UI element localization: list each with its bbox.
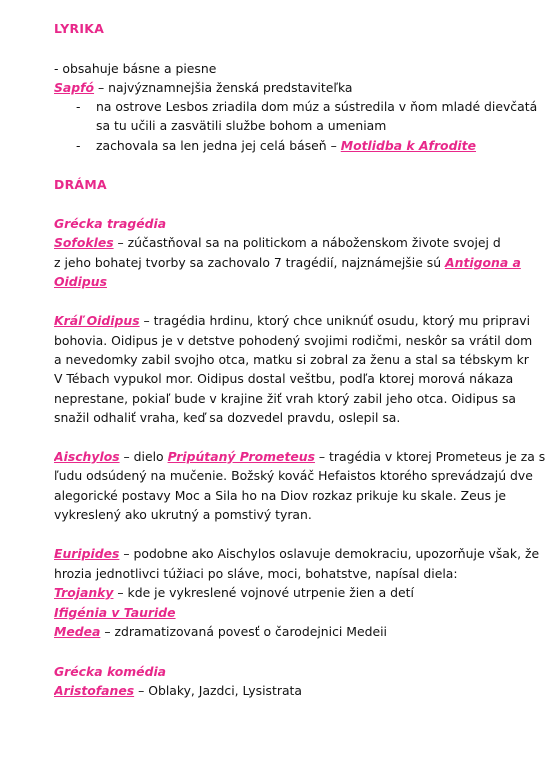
sapfo-link[interactable]: Sapfó xyxy=(54,80,95,95)
aischylos-link[interactable]: Aischylos xyxy=(54,449,120,464)
kral-line-5: neprestane, pokiaľ bude v krajine žiť vrah ktorý zabil jeho otca. Oidipus sa xyxy=(54,391,517,406)
prometeus-link[interactable]: Pripútaný Prometeus xyxy=(167,449,315,464)
euripides-link[interactable]: Euripides xyxy=(54,546,120,561)
antigona-link[interactable]: Antigona a xyxy=(445,255,521,270)
lyrika-intro: - obsahuje básne a piesne xyxy=(54,61,217,76)
euripides-line-2: hrozia jednotlivci túžiaci po sláve, moci, bohatstve, napísal diela: xyxy=(54,566,458,581)
sapfo-bullet-2: zachovala sa len jedna jej celá báseň – Motlidba k Afrodite xyxy=(96,138,477,153)
subheading-komedia: Grécka komédia xyxy=(54,664,167,679)
aristofanes-link[interactable]: Aristofanes xyxy=(54,683,135,698)
kral-line-4: V Tébach vypukol mor. Oidipus dostal veštbu, podľa ktorej morová nákaza xyxy=(54,371,514,386)
bullet-dash: - xyxy=(76,99,81,114)
sofokles-line-1: Sofokles – zúčastňoval sa na politickom a náboženskom živote svojej d xyxy=(54,235,501,250)
sofokles-line-2: z jeho bohatej tvorby sa zachovalo 7 tragédií, najznámejšie sú Antigona a xyxy=(54,255,521,270)
trojanky-link[interactable]: Trojanky xyxy=(54,585,114,600)
heading-lyrika: LYRIKA xyxy=(54,21,105,36)
ifigenia-line xyxy=(54,604,176,622)
euripides-line-1: Euripides – podobne ako Aischylos oslavuje demokraciu, upozorňuje však, že xyxy=(54,546,540,561)
medea-line: Medea – zdramatizovaná povesť o čarodejnici Medeii xyxy=(54,624,387,639)
kral-line-2: bohovia. Oidipus je v detstve pohodený svojimi rodičmi, neskôr sa vrátil dom xyxy=(54,333,533,348)
medea-link[interactable]: Medea xyxy=(54,624,101,639)
aristofanes-line: Aristofanes – Oblaky, Jazdci, Lysistrata xyxy=(54,683,302,698)
aischylos-line-1: Aischylos – dielo Pripútaný Prometeus – tragédia v ktorej Prometeus je za s xyxy=(54,449,545,464)
kral-line-3: a nevedomky zabil svojho otca, matku si zobral za ženu a stal sa tébskym kr xyxy=(54,352,529,367)
heading-drama: DRÁMA xyxy=(54,177,107,192)
sofokles-link[interactable]: Sofokles xyxy=(54,235,114,250)
kral-line-1: Kráľ Oidipus – tragédia hrdinu, ktorý chce uniknúť osudu, ktorý mu pripravi xyxy=(54,313,531,328)
motlidba-link[interactable]: Motlidba k Afrodite xyxy=(340,138,477,153)
sapfo-bullet-1a: na ostrove Lesbos zriadila dom múz a sústredila v ňom mladé dievčatá xyxy=(96,99,538,114)
aischylos-line-4: vykreslený ako ukrutný a pomstivý tyran. xyxy=(54,507,312,522)
sofokles-line-3 xyxy=(54,273,107,291)
sapfo-bullet-1b: sa tu učili a zasvätili službe bohom a umeniam xyxy=(96,118,387,133)
aischylos-line-2: ľudu odsúdený na mučenie. Božský kováč Hefaistos ktorého sprevádzajú dve xyxy=(54,468,533,483)
trojanky-line: Trojanky – kde je vykreslené vojnové utrpenie žien a detí xyxy=(54,585,414,600)
aischylos-line-3: alegorické postavy Moc a Sila ho na Diov rozkaz prikuje ku skale. Zeus je xyxy=(54,488,507,503)
document-page xyxy=(54,0,545,784)
kral-line-6: snažil odhaliť vraha, keď sa dozvedel pravdu, oslepil sa. xyxy=(54,410,401,425)
bullet-dash: - xyxy=(76,138,81,153)
kral-oidipus-link[interactable]: Kráľ Oidipus xyxy=(54,313,140,328)
ifigenia-link[interactable]: Ifigénia v Tauride xyxy=(54,605,176,620)
sapfo-line: Sapfó – najvýznamnejšia ženská predstaviteľka xyxy=(54,80,353,95)
oidipus-link[interactable]: Oidipus xyxy=(54,274,107,289)
subheading-tragedia: Grécka tragédia xyxy=(54,216,167,231)
